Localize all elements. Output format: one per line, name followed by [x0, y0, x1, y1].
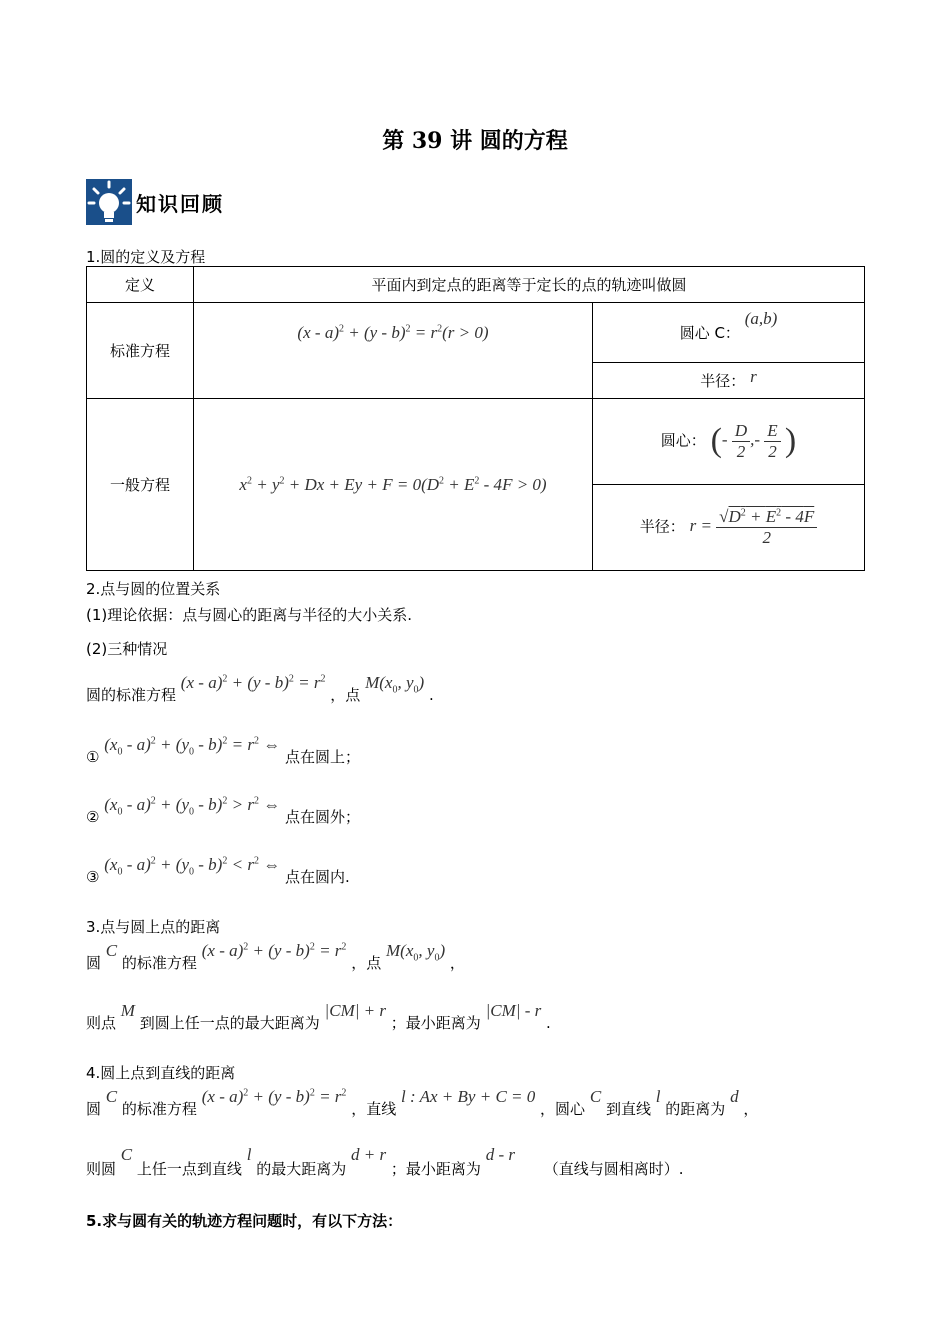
section-2-p2: (2)三种情况 [86, 640, 168, 658]
standard-radius-value: r [750, 367, 757, 386]
standard-radius-label: 半径： [700, 372, 746, 390]
general-eq-label: 一般方程 [87, 399, 194, 571]
general-center-value: (- $\frac{D}{2}$ ,- $\frac{E}{2}$ ) [710, 421, 797, 461]
general-radius-label: 半径： [639, 517, 685, 536]
circle-equation-table [86, 266, 865, 571]
general-radius-value: r = $\frac{√D^2 + E^2 - 4F}{2}$ [690, 516, 818, 535]
banner-title: 知识回顾 [136, 191, 224, 216]
page-title: 第 39 讲 圆的方程 [382, 128, 568, 154]
definition-label: 定义 [87, 267, 194, 303]
general-eq-formula: $x^2 + y^2 + Dx + Ey + F = 0(D^2 + E^2 - 4F > 0)$ [194, 399, 593, 571]
standard-radius-cell [593, 363, 865, 399]
general-center-cell [593, 399, 865, 485]
definition-value: 平面内到定点的距离等于定长的点的轨迹叫做圆 [194, 267, 865, 303]
section-2-p3: 圆的标准方程 $(x - a)^2 + (y - b)^2 = r^2$ ，点 $M(x_0$, $y_0$) . [86, 673, 434, 704]
case-inside-circle: ③ $(x_0 - a)^2 + (y_0 - b)^2 < r^2$ ⇔ 点在圆内. [86, 855, 350, 886]
case-on-circle: ① $(x_0 - a)^2 + (y_0 - b)^2 = r^2$ ⇔ 点在圆上； [86, 735, 360, 766]
section-1-heading: 1.圆的定义及方程 [86, 248, 206, 266]
section-2-heading: 2.点与圆的位置关系 [86, 580, 221, 598]
section-2-p1: (1)理论依据：点与圆心的距离与半径的大小关系. [86, 606, 413, 624]
general-center-label: 圆心： [660, 431, 706, 450]
standard-center-value: (a,b) [744, 309, 778, 328]
section-4-heading: 4.圆上点到直线的距离 [86, 1064, 236, 1082]
section-5-heading: 5.求与圆有关的轨迹方程问题时，有以下方法： [86, 1212, 403, 1230]
lightbulb-icon [86, 179, 132, 225]
section-3-p2: 则点 M 到圆上任一点的最大距离为 |CM| + r ；最小距离为 |CM| - r . [86, 1001, 551, 1032]
case-outside-circle: ② $(x_0 - a)^2 + (y_0 - b)^2 > r^2$ ⇔ 点在圆外； [86, 795, 360, 826]
section-4-p1: 圆 C 的标准方程 $(x - a)^2 + (y - b)^2 = r^2$ ，直线 l : Ax + By + C = 0 ，圆心 C 到直线 l 的距离为 d ， [86, 1087, 759, 1118]
standard-center-cell [593, 303, 865, 363]
standard-eq-label: 标准方程 [87, 303, 194, 399]
section-4-p2: 则圆 C 上任一点到直线 l 的最大距离为 d + r ；最小距离为 d - r （直线与圆相离时）. [86, 1145, 684, 1178]
standard-center-label: 圆心 C： [679, 324, 740, 342]
standard-eq-formula: $(x - a)^2 + (y - b)^2 = r^2(r > 0)$ [194, 303, 593, 399]
section-banner [86, 178, 224, 226]
general-radius-cell [593, 485, 865, 571]
section-3-p1: 圆 C 的标准方程 $(x - a)^2 + (y - b)^2 = r^2$ ，点 $M(x_0$, $y_0$) ， [86, 941, 465, 972]
section-3-heading: 3.点与圆上点的距离 [86, 918, 221, 936]
